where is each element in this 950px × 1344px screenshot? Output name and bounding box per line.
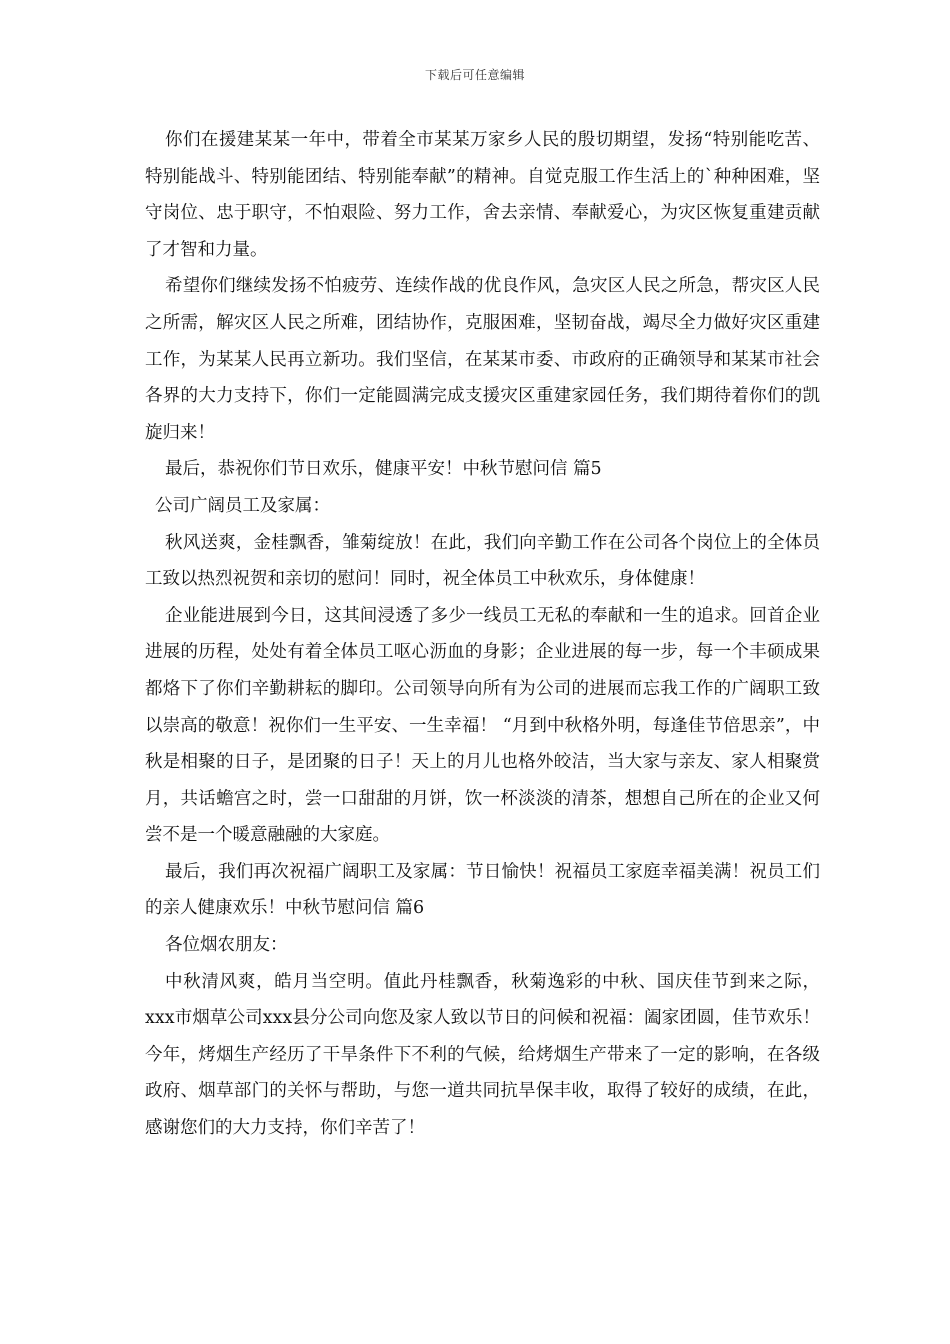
page-header: 下载后可任意编辑: [424, 68, 525, 82]
paragraph-closing-5: 最后，恭祝你们节日欢乐，健康平安！中秋节慰问信 篇5: [165, 459, 602, 480]
paragraph-enterprise-progress: 企业能进展到今日，这其间浸透了多少一线员工无私的奉献和一生的追求。回首企业进展的历程，处处有着全体员工呕心沥血的身影；企业进展的每一步，每一个丰硕成果都烙下了你们辛勤耕耘的脚印。公司领导向所有为公司的进展而忘我工作的广阔职工致以崇高的敬意！祝你们一生平安、一生幸福！ “月到中秋格外明，每逢佳节倍思亲”，中秋是相聚的日子，是团聚的日子！天上的月儿也格外皎洁，当大家与亲友、家人相聚赏月，共话蟾宫之时，尝一口甜甜的月饼，饮一杯淡淡的清茶，想想自己所在的企业又何尝不是一个暖意融融的大家庭。: [145, 605, 820, 846]
salutation-tobacco-farmers: 各位烟农朋友：: [165, 935, 288, 956]
paragraph-tobacco-greeting: 中秋清风爽，皓月当空明。值此丹桂飘香，秋菊逸彩的中秋、国庆佳节到来之际，xxx市烟草公司xxx县分公司向您及家人致以节日的问候和祝福：阖家团圆，佳节欢乐！今年，烤烟生产经历了干旱条件下不利的气候，给烤烟生产带来了一定的影响，在各级政府、烟草部门的关怀与帮助，与您一道共同抗旱保丰收，取得了较好的成绩，在此，感谢您们的大力支持，你们辛苦了！: [145, 971, 820, 1139]
salutation-employees: 公司广阔员工及家属：: [155, 495, 330, 516]
paragraph-closing-6: 最后，我们再次祝福广阔职工及家属：节日愉快！祝福员工家庭幸福美满！祝员工们的亲人健康欢乐！中秋节慰问信 篇6: [145, 861, 820, 919]
paragraph-autumn-greeting: 秋风送爽，金桂飘香，雏菊绽放！在此，我们向辛勤工作在公司各个岗位上的全体员工致以热烈祝贺和亲切的慰问！同时，祝全体员工中秋欢乐，身体健康！: [145, 532, 820, 590]
paragraph-aid-work: 你们在援建某某一年中，带着全市某某万家乡人民的殷切期望，发扬“特别能吃苦、特别能战斗、特别能团结、特别能奉献”的精神。自觉克服工作生活上的`种种困难，坚守岗位、忠于职守，不怕艰险、努力工作，舍去亲情、奉献爱心，为灾区恢复重建贡献了才智和力量。: [145, 130, 820, 260]
paragraph-hope: 希望你们继续发扬不怕疲劳、连续作战的优良作风，急灾区人民之所急，帮灾区人民之所需，解灾区人民之所难，团结协作，克服困难，坚韧奋战，竭尽全力做好灾区重建工作，为某某人民再立新功。我们坚信，在某某市委、市政府的正确领导和某某市社会各界的大力支持下，你们一定能圆满完成支援灾区重建家园任务，我们期待着你们的凯旋归来！: [145, 276, 820, 443]
document-body: [145, 122, 820, 1147]
